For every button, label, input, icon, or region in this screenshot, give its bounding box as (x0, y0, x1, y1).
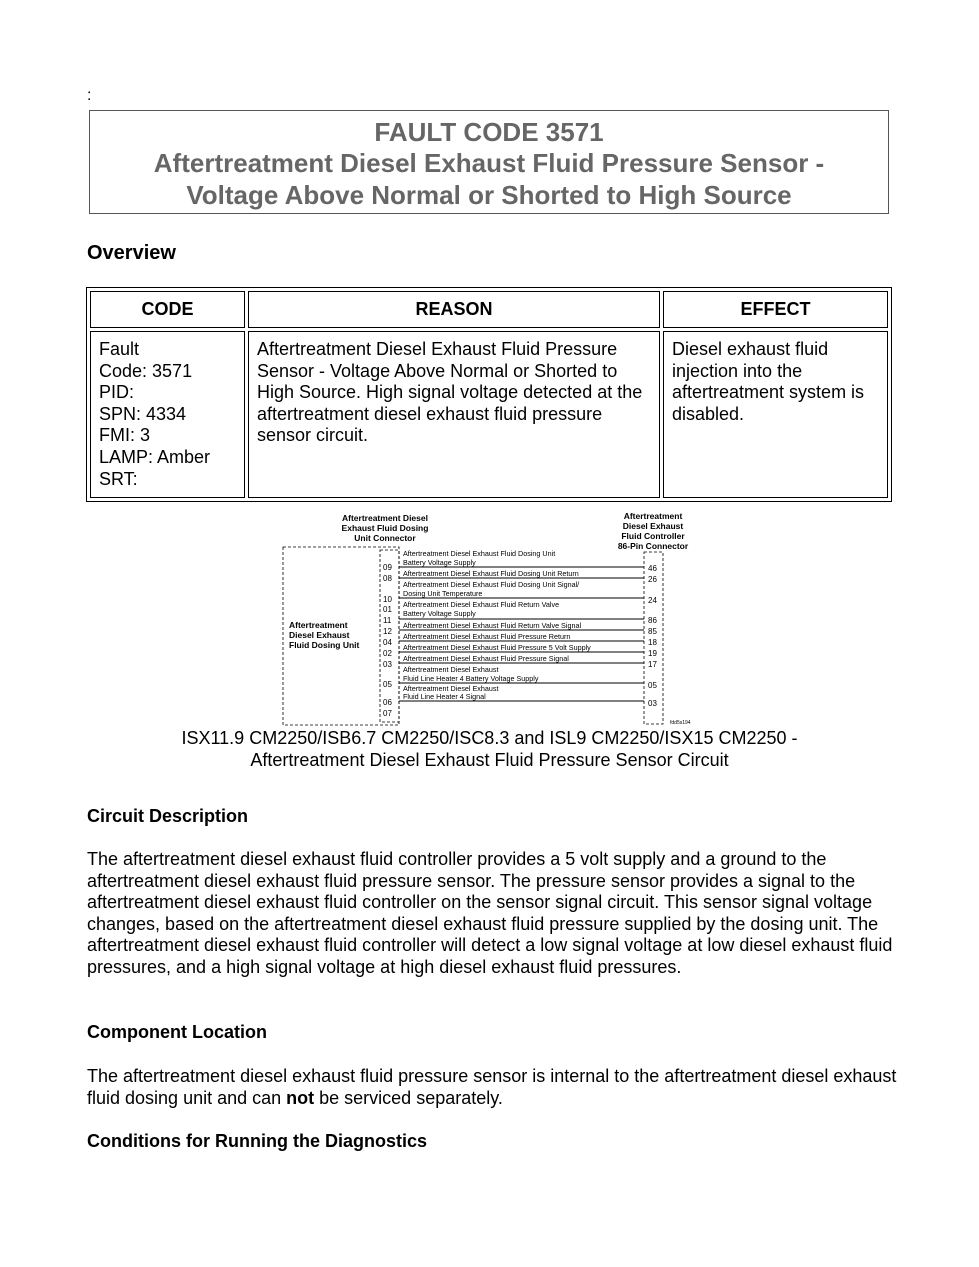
fault-title-box (89, 110, 889, 214)
reason-header: REASON (248, 291, 660, 328)
overview-header-row (90, 291, 888, 328)
left-pin: 01 (383, 605, 392, 614)
left-pin: 03 (383, 660, 392, 669)
left-pin: 04 (383, 638, 392, 647)
left-pin: 10 (383, 595, 392, 604)
right-pin: 03 (648, 699, 657, 708)
fault-description-line2: Voltage Above Normal or Shorted to High Source (186, 180, 792, 210)
reason-cell: Aftertreatment Diesel Exhaust Fluid Pressure Sensor - Voltage Above Normal or Shorted to High Source. High signal voltage detected at the aftertreatment diesel exhaust fluid pressure sensor circuit. (248, 331, 660, 498)
overview-data-row (90, 331, 888, 498)
wire-label: Fluid Line Heater 4 Battery Voltage Supply (403, 674, 539, 683)
wire-label: Aftertreatment Diesel Exhaust Fluid Pressure Signal (403, 654, 569, 663)
diagram-image-id: fdd5s194 (670, 720, 691, 726)
right-pin-labels (648, 564, 657, 708)
fault-description-line1: Aftertreatment Diesel Exhaust Fluid Pressure Sensor - (153, 148, 825, 178)
left-pin: 09 (383, 563, 392, 572)
left-pin: 07 (383, 709, 392, 718)
left-pin-labels (383, 563, 392, 718)
right-pin: 86 (648, 616, 657, 625)
right-connector-title: Diesel Exhaust (622, 521, 684, 531)
wire-label: Aftertreatment Diesel Exhaust Fluid Dosing Unit (403, 549, 556, 558)
code-header: CODE (90, 291, 245, 328)
caption-line1: ISX11.9 CM2250/ISB6.7 CM2250/ISC8.3 and ISL9 CM2250/ISX15 CM2250 - (181, 728, 798, 748)
location-text-emphasis: not (286, 1087, 315, 1108)
right-connector-title: Aftertreatment (623, 511, 683, 521)
wire-label: Aftertreatment Diesel Exhaust Fluid Return Valve (403, 600, 560, 609)
code-line: SPN: 4334 (99, 403, 187, 424)
left-pin: 05 (383, 680, 392, 689)
effect-header: EFFECT (663, 291, 888, 328)
overview-table (86, 287, 892, 502)
wire-label: Aftertreatment Diesel Exhaust Fluid Pressure 5 Volt Supply (403, 643, 591, 652)
dosing-unit-label: Aftertreatment (289, 620, 348, 630)
effect-cell: Diesel exhaust fluid injection into the aftertreatment system is disabled. (663, 331, 888, 498)
wire-label: Aftertreatment Diesel Exhaust (403, 684, 499, 693)
wire-label: Battery Voltage Supply (403, 609, 476, 618)
wire-label: Aftertreatment Diesel Exhaust (403, 665, 499, 674)
left-pin: 08 (383, 574, 392, 583)
overview-heading: Overview (87, 242, 176, 264)
right-pin: 85 (648, 627, 657, 636)
code-line: Fault (99, 339, 140, 359)
circuit-description-heading: Circuit Description (87, 806, 249, 826)
location-text-before: The aftertreatment diesel exhaust fluid pressure sensor is internal to the aftertreatment diesel exhaust fluid dosing unit and can (87, 1066, 897, 1108)
code-line: PID: (99, 382, 135, 403)
code-line: LAMP: Amber (99, 446, 211, 467)
right-connector-title: Fluid Controller (621, 531, 685, 541)
left-pin: 06 (383, 698, 392, 707)
code-line: Code: 3571 (99, 360, 193, 381)
right-pin: 05 (648, 681, 657, 690)
code-cell (90, 331, 245, 498)
code-line: SRT: (99, 468, 138, 489)
right-pin: 26 (648, 575, 657, 584)
page-marker: : (87, 87, 92, 104)
right-pin: 18 (648, 638, 657, 647)
right-pin: 17 (648, 660, 657, 669)
location-text-after: be serviced separately. (314, 1087, 503, 1108)
right-pin: 24 (648, 596, 657, 605)
circuit-description-text: The aftertreatment diesel exhaust fluid controller provides a 5 volt supply and a ground to the aftertreatment diesel exhaust fluid pressure sensor. The pressure sensor provides a signal to the aftertreatment diesel exhaust fluid controller on the sensor signal circuit. This sensor signal voltage changes, based on the aftertreatment diesel exhaust fluid pressure supplied by the dosing unit. The aftertreatment diesel exhaust fluid controller will detect a low signal voltage at low diesel exhaust fluid pressures, and a high signal voltage at high diesel exhaust fluid pressures. (87, 849, 893, 977)
left-pin: 02 (383, 649, 392, 658)
right-connector-title: 86-Pin Connector (617, 541, 689, 551)
left-pin: 11 (383, 616, 392, 625)
wire-label: Aftertreatment Diesel Exhaust Fluid Dosing Unit Return (403, 569, 579, 578)
wire-label: Dosing Unit Temperature (403, 589, 483, 598)
right-pin: 19 (648, 649, 657, 658)
conditions-heading: Conditions for Running the Diagnostics (87, 1131, 427, 1151)
component-location-text (87, 1066, 897, 1109)
code-line: FMI: 3 (99, 425, 151, 446)
left-connector-title: Unit Connector (354, 533, 416, 543)
wire-label: Aftertreatment Diesel Exhaust Fluid Return Valve Signal (403, 621, 582, 630)
right-pin: 46 (648, 564, 657, 573)
diagram-caption (87, 728, 892, 771)
wire-label: Fluid Line Heater 4 Signal (403, 692, 486, 701)
wire-labels (403, 549, 591, 701)
left-pin: 12 (383, 627, 392, 636)
wire-label: Aftertreatment Diesel Exhaust Fluid Pressure Return (403, 632, 571, 641)
circuit-diagram (280, 510, 700, 728)
left-connector-title: Aftertreatment Diesel (342, 513, 428, 523)
dosing-unit-label: Diesel Exhaust (289, 630, 350, 640)
wire-label: Battery Voltage Supply (403, 558, 476, 567)
dosing-unit-label: Fluid Dosing Unit (289, 640, 360, 650)
wire-label: Aftertreatment Diesel Exhaust Fluid Dosing Unit Signal/ (403, 580, 580, 589)
left-connector-title: Exhaust Fluid Dosing (341, 523, 429, 533)
fault-code-title: FAULT CODE 3571 (374, 117, 604, 147)
component-location-heading: Component Location (87, 1022, 267, 1042)
caption-line2: Aftertreatment Diesel Exhaust Fluid Pressure Sensor Circuit (250, 749, 729, 770)
